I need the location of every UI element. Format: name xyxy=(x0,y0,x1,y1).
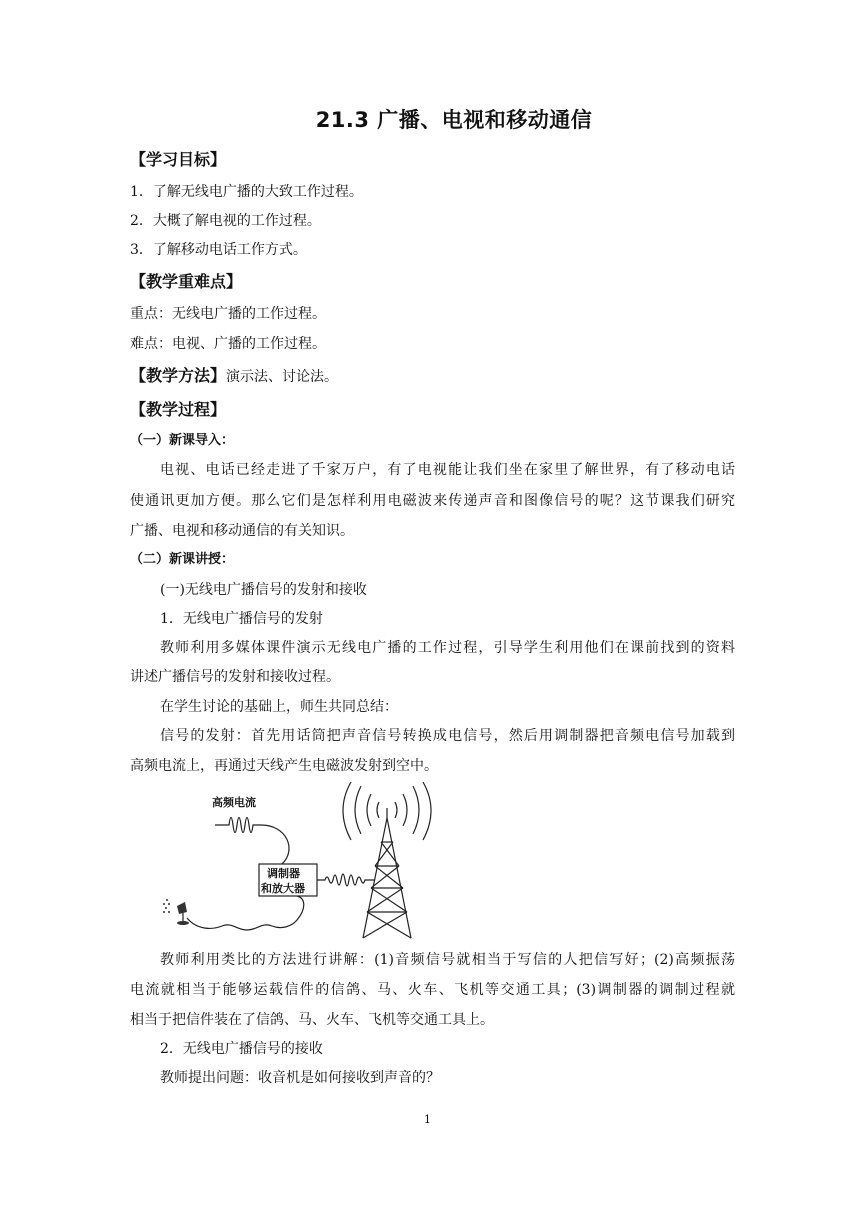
paragraph-line: 教师利用类比的方法进行讲解：(1)音频信号就相当于写信的人把信写好；(2)高频振荡 xyxy=(160,952,735,968)
modulated-wave xyxy=(317,874,375,886)
objective-item: 1．了解无线电广播的大致工作过程。 xyxy=(130,184,363,200)
methods-heading: 【教学方法】 xyxy=(130,366,227,385)
part2-heading: （二）新课讲授： xyxy=(130,552,235,567)
part1-heading: （一）新课导入： xyxy=(130,433,235,448)
sub1-title: 1．无线电广播信号的发射 xyxy=(160,611,323,627)
page-number: 1 xyxy=(424,1113,431,1126)
paragraph-line: 广播、电视和移动通信的有关知识。 xyxy=(130,523,354,539)
sub2-title: 2．无线电广播信号的接收 xyxy=(160,1041,323,1057)
audio-wire xyxy=(187,896,304,930)
figure-label-current: 高频电流 xyxy=(212,796,256,809)
antenna-tower-icon xyxy=(363,808,411,938)
key-point-difficulty: 难点：电视、广播的工作过程。 xyxy=(130,336,326,352)
paragraph-line: 电流就相当于能够运载信件的信鸽、马、火车、飞机等交通工具；(3)调制器的调制过程就 xyxy=(130,982,735,998)
modulator-label-2: 和放大器 xyxy=(261,882,305,895)
paragraph-line: 讲述广播信号的发射和接收过程。 xyxy=(130,669,340,685)
paragraph-line: 电视、电话已经走进了千家万户，有了电视能让我们坐在家里了解世界，有了移动电话 xyxy=(160,462,735,478)
methods-line xyxy=(130,362,735,391)
objective-item: 3．了解移动电话工作方式。 xyxy=(130,242,307,258)
modulator-label-1: 调制器 xyxy=(267,867,300,880)
paragraph-line: 相当于把信件装在了信鸽、马、火车、飞机等交通工具上。 xyxy=(130,1012,494,1028)
page-title: 21.3 广播、电视和移动通信 xyxy=(315,108,593,132)
process-heading: 【教学过程】 xyxy=(130,400,227,419)
objective-item: 2．大概了解电视的工作过程。 xyxy=(130,213,321,229)
paragraph-line: 高频电流上，再通过天线产生电磁波发射到空中。 xyxy=(130,758,438,774)
hf-current-wave xyxy=(215,818,261,833)
radio-transmission-figure xyxy=(157,780,447,940)
section1-title: (一)无线电广播信号的发射和接收 xyxy=(160,582,367,598)
paragraph-line: 教师利用多媒体课件演示无线电广播的工作过程，引导学生利用他们在课前找到的资料 xyxy=(160,640,735,656)
paragraph-line: 信号的发射：首先用话筒把声音信号转换成电信号，然后用调制器把音频电信号加载到 xyxy=(160,728,735,744)
paragraph-line: 在学生讨论的基础上，师生共同总结： xyxy=(160,699,398,715)
key-point-focus: 重点：无线电广播的工作过程。 xyxy=(130,306,326,322)
key-points-heading: 【教学重难点】 xyxy=(130,272,243,291)
methods-text: 演示法、讨论法。 xyxy=(226,369,339,385)
paragraph-line: 使通讯更加方便。那么它们是怎样利用电磁波来传递声音和图像信号的呢？这节课我们研究 xyxy=(130,493,735,509)
objectives-heading: 【学习目标】 xyxy=(130,150,227,169)
paragraph-line: 教师提出问题：收音机是如何接收到声音的？ xyxy=(160,1070,440,1086)
